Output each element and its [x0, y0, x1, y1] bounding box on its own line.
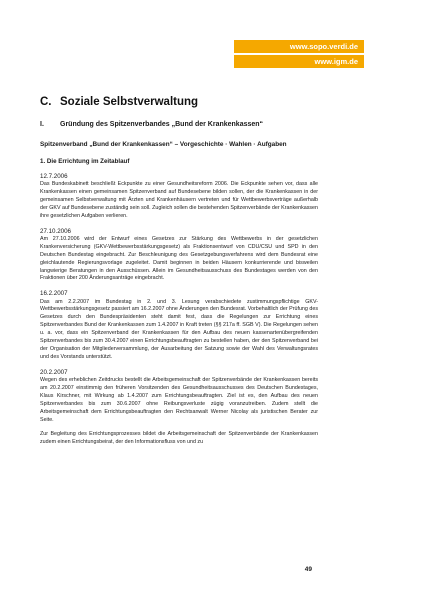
timeline-entry — [40, 369, 318, 425]
entry-text: Das am 2.2.2007 im Bundestag in 2. und 3. Lesung verabschiedete zustimmungspflichtige GKV-Wettbewerbsstärkungsgesetz passiert am 16.2.2007 ohne Änderungen den Bundesrat. Vorbehaltlich der Prüfung des Gesetzes durch den Bundespräsidenten steht damit fest, dass die Regelungen zur Errichtung eines Spitzenverbandes Bund der Krankenkassen zum 1.4.2007 in Kraft treten (§§ 217a ff. SGB V). Die Regelungen sehen u. a. vor, dass ein Spitzenverband der Krankenkassen für den Aufbau des neuen kassenartenübergreifenden Spitzenverbandes bis zum 30.4.2007 einen Errichtungsbeauftragten zu bestellen haben, der den Spitzenverband bei der Organisation der Mitgliederversammlung, der Ausarbeitung der Satzung sowie der Wahl des Verwaltungsrates und des Vorstands unterstützt. — [40, 298, 318, 360]
document-body — [40, 96, 318, 454]
entry-text: Wegen des erheblichen Zeitdrucks bestellt die Arbeitsgemeinschaft der Spitzenverbände der Krankenkassen bereits am 20.2.2007 einstimmig den früheren Vorsitzenden des Gesundheitsausschusses des Deutschen Bundestages, Klaus Kirschner, mit Wirkung ab 1.4.2007 zum Errichtungsbeauftragten. Ziel ist es, den Aufbau des neuen Spitzenverbandes bis zum 30.6.2007 ohne Reibungsverluste zügig voranzutreiben. Zudem stellt die Arbeitsgemeinschaft dem Errichtungsbeauftragten den Rechtsanwalt Werner Nicolay als juristischen Berater zur Seite. — [40, 377, 318, 423]
entry-date: 12.7.2006 — [40, 173, 68, 180]
entry-text: Zur Begleitung des Errichtungsprozesses bildet die Arbeitsgemeinschaft der Spitzenverbände der Krankenkassen zudem einen Errichtungsbeirat, der den Informationsfluss von und zu — [40, 431, 318, 446]
url-banner-sopo[interactable]: www.sopo.verdi.de — [234, 40, 364, 53]
timeline-entry — [40, 290, 318, 361]
section-title: Gründung des Spitzenverbandes „Bund der Krankenkassen“ — [60, 121, 264, 128]
subsection-heading: 1. Die Errichtung im Zeitablauf — [40, 158, 130, 165]
chapter-heading — [40, 96, 318, 108]
chapter-title: Soziale Selbstverwaltung — [60, 96, 199, 108]
url-banner-igm[interactable]: www.igm.de — [234, 55, 364, 68]
entry-date: 27.10.2006 — [40, 227, 71, 235]
entry-text: Das Bundeskabinett beschließt Eckpunkte zu einer Gesundheitsreform 2006. Die Eckpunkte sehen vor, dass alle Krankenkassen einen gemeinsamen Spitzenverband auf Bundesebene bilden sollen, der die Krankenkassen in der gemeinsamen Selbstverwaltung mit Ärzten und Krankenhäusern vertreten und für Wettbewerbsverträge außerhalb der GKV auf Bundesebene zuständig sein soll. Zugleich sollen die bestehenden Spitzenverbände der Krankenkassen ihre gesetzlichen Aufgaben verlieren. — [40, 181, 318, 219]
continuation-paragraph — [40, 431, 318, 447]
page-number: 49 — [304, 566, 312, 573]
section-number: I. — [40, 121, 44, 128]
entry-date: 16.2.2007 — [40, 290, 68, 298]
entry-text: Am 27.10.2006 wird der Entwurf eines Gesetzes zur Stärkung des Wettbewerbs in der gesetzlichen Krankenversicherung (GKV-Wettbewerbsstärkungsgesetz) als Fraktionsentwurf von CDU/CSU und SPD in den Deutschen Bundestag eingebracht. Zur Beschleunigung des Gesetzgebungsverfahrens wird dem Bundesrat eine gleichlautende Regierungsvorlage zugeleitet. Damit beginnen in beiden Häusern konkurrierende und bisweilen langwierige Beratungen in den Ausschüssen. Allein im Gesundheitsausschuss des Bundestages werden von den Fraktionen über 200 Änderungsanträge eingebracht. — [40, 235, 318, 282]
subtitle: Spitzenverband „Bund der Krankenkassen“ – Vorgeschichte · Wahlen · Aufgaben — [40, 141, 287, 148]
timeline-entry — [40, 173, 318, 221]
chapter-number: C. — [40, 96, 52, 108]
entry-date: 20.2.2007 — [40, 368, 68, 376]
timeline-entry — [40, 228, 318, 284]
section-heading — [40, 121, 318, 128]
